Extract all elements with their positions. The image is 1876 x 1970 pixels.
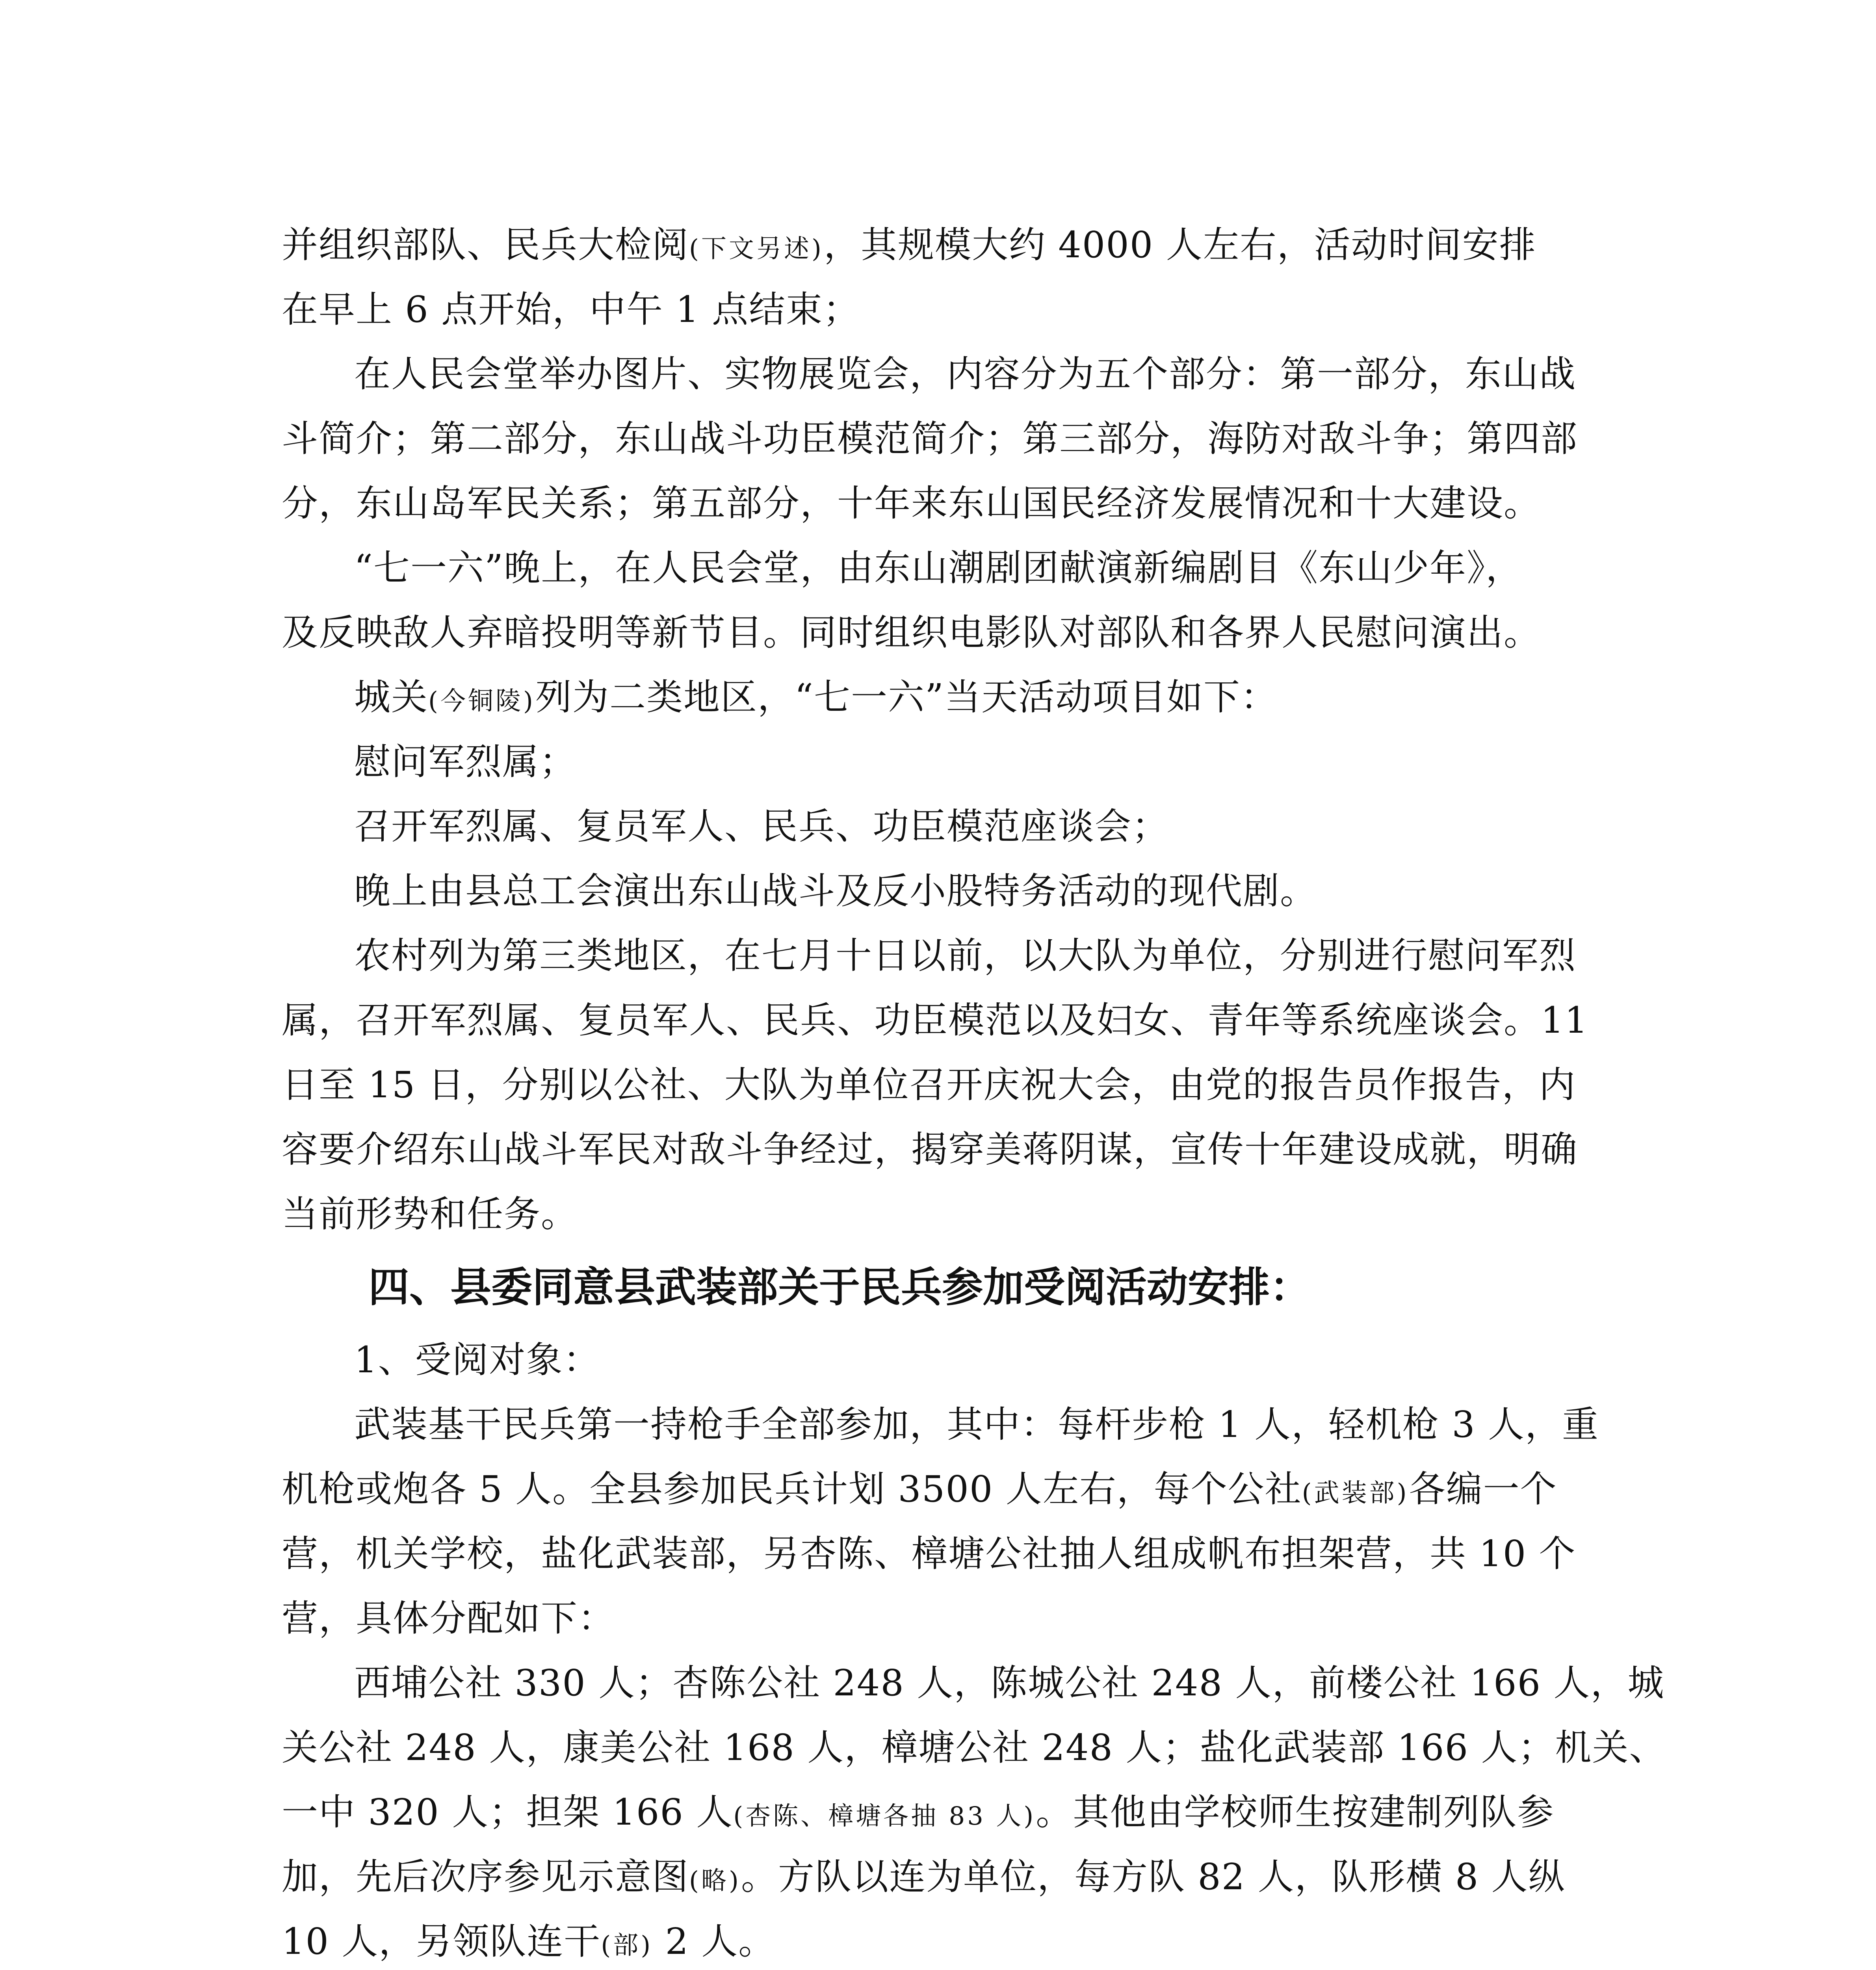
paragraph-line: 及反映敌人弃暗投明等新节目。同时组织电影队对部队和各界人民慰问演出。 [282,611,1541,654]
paragraph-line: 分，东山岛军民关系；第五部分，十年来东山国民经济发展情况和十大建设。 [282,482,1541,524]
list-item: 召开军烈属、复员军人、民兵、功臣模范座谈会； [354,805,1169,847]
inline-note: (略) [689,1866,741,1896]
inline-note: (部) [601,1931,653,1960]
list-item: 晚上由县总工会演出东山战斗及反小股特务活动的现代剧。 [354,870,1317,912]
paragraph-line: “七一六”晚上，在人民会堂，由东山潮剧团献演新编剧目《东山少年》， [354,547,1523,589]
paragraph-line: 机枪或炮各 5 人。全县参加民兵计划 3500 人左右，每个公社(武装部)各编一个 [282,1468,1557,1510]
paragraph-line: 并组织部队、民兵大检阅(下文另述)，其规模大约 4000 人左右，活动时间安排 [282,224,1536,266]
inline-note: (今铜陵) [428,687,535,716]
paragraph-line: 容要介绍东山战斗军民对敌斗争经过，揭穿美蒋阴谋，宣传十年建设成就，明确 [282,1128,1578,1171]
paragraph-line: 属，召开军烈属、复员军人、民兵、功臣模范以及妇女、青年等系统座谈会。11 [282,999,1589,1041]
paragraph-line: 在人民会堂举办图片、实物展览会，内容分为五个部分：第一部分，东山战 [354,353,1577,395]
paragraph-line: 西埔公社 330 人；杏陈公社 248 人，陈城公社 248 人，前楼公社 166 人，城 [354,1662,1665,1704]
paragraph-line: 加，先后次序参见示意图(略)。方队以连为单位，每方队 82 人，队形横 8 人纵 [282,1856,1566,1898]
paragraph-line: 农村列为第三类地区，在七月十日以前，以大队为单位，分别进行慰问军烈 [354,935,1577,977]
paragraph-line: 一中 320 人；担架 166 人(杏陈、樟塘各抽 83 人)。其他由学校师生按建制列队参 [282,1791,1555,1833]
paragraph-line: 城关(今铜陵)列为二类地区，“七一六”当天活动项目如下： [354,676,1278,718]
paragraph-line: 武装基干民兵第一持枪手全部参加，其中：每杆步枪 1 人，轻机枪 3 人，重 [354,1403,1599,1446]
document-body [282,213,1666,1970]
paragraph-line: 营，具体分配如下： [282,1597,615,1639]
paragraph-line: 10 人，另领队连干(部) 2 人。 [282,1920,776,1963]
inline-note: (杏陈、樟塘各抽 83 人) [733,1802,1036,1831]
paragraph-line: 斗简介；第二部分，东山战斗功臣模范简介；第三部分，海防对敌斗争；第四部 [282,418,1578,460]
paragraph-line: 在早上 6 点开始，中午 1 点结束； [282,288,860,331]
paragraph-line: 关公社 248 人，康美公社 168 人，樟塘公社 248 人；盐化武装部 166 人；机关、 [282,1727,1666,1769]
inline-note: (武装部) [1302,1479,1409,1508]
paragraph-line: 日至 15 日，分别以公社、大队为单位召开庆祝大会，由党的报告员作报告，内 [282,1064,1576,1106]
paragraph-line: 当前形势和任务。 [282,1193,578,1235]
paragraph-line: 营，机关学校，盐化武装部，另杏陈、樟塘公社抽人组成帆布担架营，共 10 个 [282,1533,1576,1575]
inline-note: (下文另述) [689,234,824,264]
subsection-heading: 1、受阅对象： [354,1339,600,1381]
section-heading: 四、县委同意县武装部关于民兵参加受阅活动安排： [368,1263,1311,1311]
list-item: 慰问军烈属； [354,741,577,783]
